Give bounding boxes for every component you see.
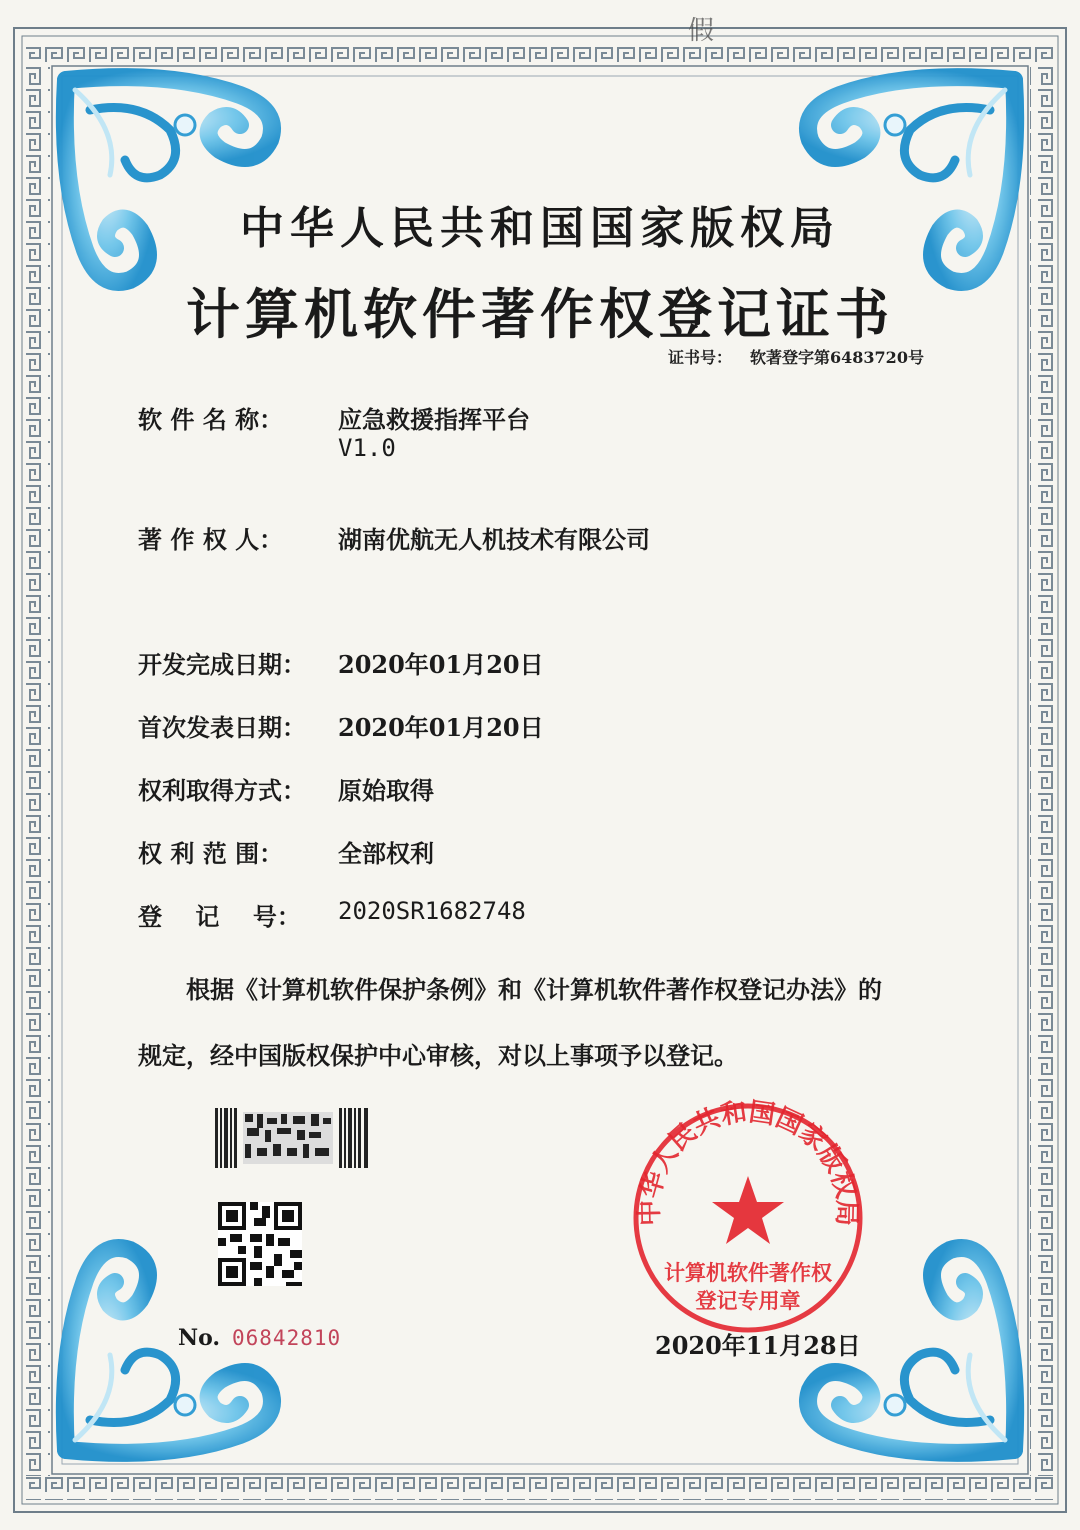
field-label: 权利取得方式： bbox=[138, 776, 306, 805]
field-value: 应急救援指挥平台 bbox=[338, 405, 530, 434]
field-dev-complete-date bbox=[138, 645, 544, 680]
field-value: 2020年01月20日 bbox=[338, 713, 544, 742]
certificate-number bbox=[668, 345, 924, 368]
field-value: 原始取得 bbox=[338, 776, 434, 805]
field-software-name bbox=[138, 400, 530, 462]
field-label: 权 利 范 围： bbox=[138, 839, 284, 868]
field-label: 软 件 名 称： bbox=[138, 405, 284, 434]
issue-date: 2020年11月28日 bbox=[655, 1331, 861, 1360]
field-label: 著 作 权 人： bbox=[138, 525, 284, 554]
seal-ring-text: 中华人民共和国国家版权局 bbox=[634, 1098, 862, 1227]
field-value: 2020年01月20日 bbox=[338, 650, 544, 679]
certificate-title: 计算机软件著作权登记证书 bbox=[186, 282, 894, 346]
issuer-title: 中华人民共和国国家版权局 bbox=[240, 203, 840, 254]
certificate-number-value: 软著登字第6483720号 bbox=[750, 348, 924, 367]
field-copyright-owner bbox=[138, 520, 650, 555]
field-label: 登 记 号： bbox=[138, 902, 301, 931]
seal-inner-line-2: 登记专用章 bbox=[695, 1288, 801, 1313]
field-label: 首次发表日期： bbox=[138, 713, 306, 742]
statement-line-1: 根据《计算机软件保护条例》和《计算机软件著作权登记办法》的 bbox=[186, 975, 882, 1004]
field-value: 湖南优航无人机技术有限公司 bbox=[338, 525, 650, 554]
field-label: 开发完成日期： bbox=[138, 650, 306, 679]
handwritten-mark: 假 bbox=[688, 16, 715, 46]
field-registration-number bbox=[138, 897, 526, 932]
field-rights-scope bbox=[138, 834, 434, 869]
seal-inner-line-1: 计算机软件著作权 bbox=[664, 1260, 832, 1285]
field-value-version: V1.0 bbox=[338, 434, 396, 462]
certificate-number-label: 证书号： bbox=[668, 348, 733, 367]
serial-number-value: 06842810 bbox=[232, 1326, 342, 1350]
field-first-publish-date bbox=[138, 708, 544, 743]
field-value: 2020SR1682748 bbox=[338, 897, 526, 925]
barcode-image bbox=[215, 1108, 370, 1168]
qr-code-image bbox=[218, 1202, 302, 1286]
field-value: 全部权利 bbox=[338, 839, 434, 868]
official-seal bbox=[628, 1098, 868, 1338]
statement-line-2: 规定，经中国版权保护中心审核，对以上事项予以登记。 bbox=[138, 1041, 738, 1070]
field-rights-acquisition bbox=[138, 771, 434, 806]
serial-number-label: No. bbox=[178, 1325, 221, 1351]
